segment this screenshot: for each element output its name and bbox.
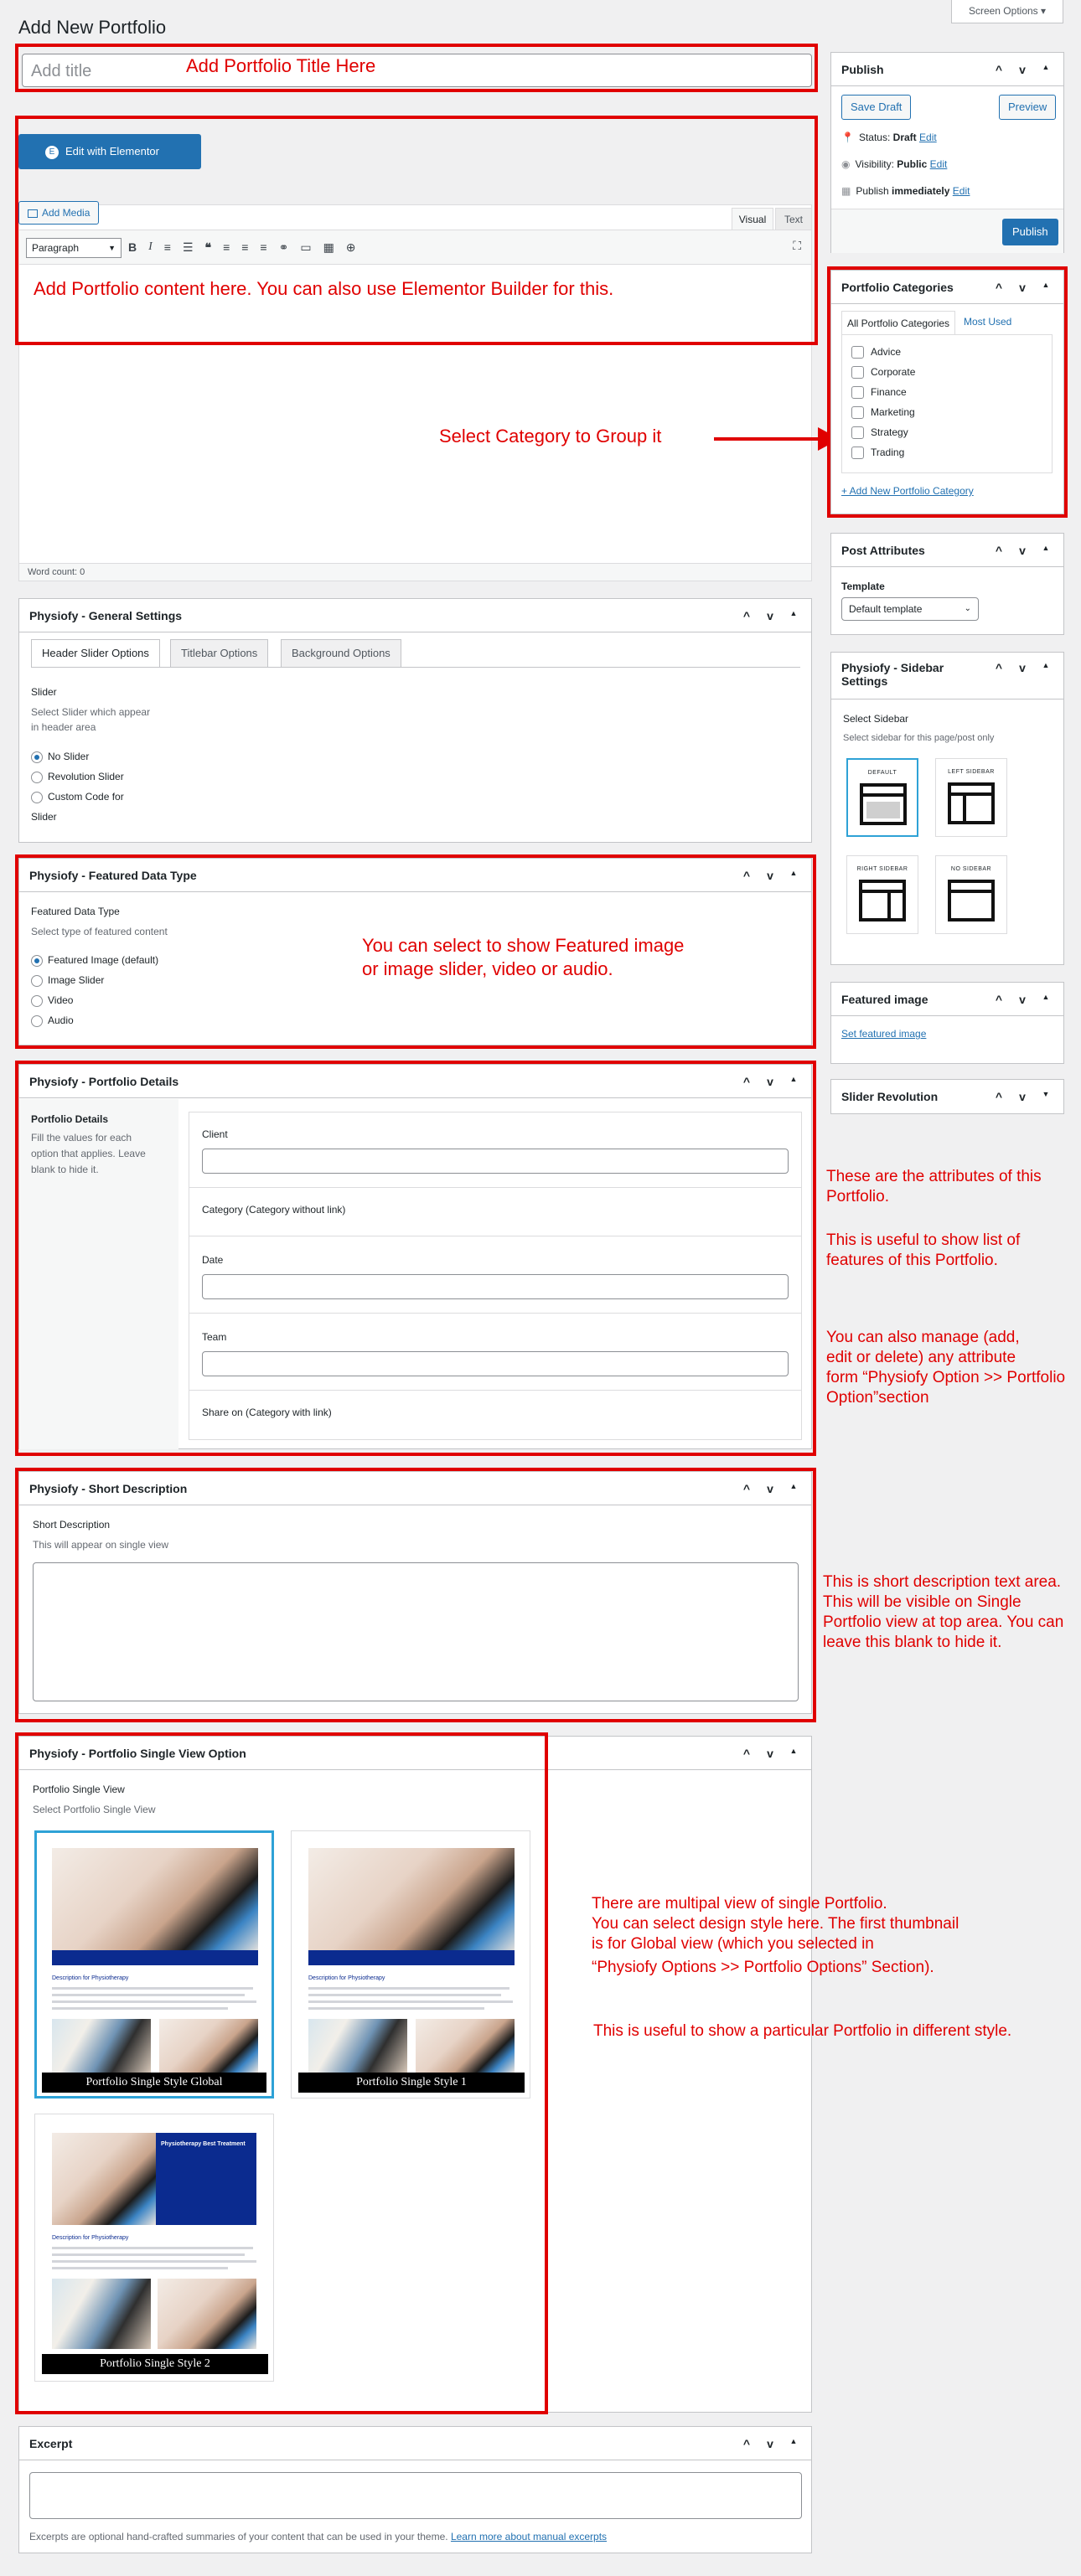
tab-most-used[interactable]: Most Used bbox=[964, 316, 1012, 328]
italic-icon[interactable]: I bbox=[148, 240, 153, 253]
tab-text[interactable]: Text bbox=[775, 208, 812, 230]
editor-toolbar bbox=[18, 230, 812, 265]
move-up-icon[interactable]: ^ bbox=[995, 1090, 1003, 1103]
visibility-label: Visibility: bbox=[855, 158, 894, 170]
link-icon[interactable]: ⚭ bbox=[278, 240, 289, 254]
thumb-heading: Description for Physiotherapy bbox=[52, 1975, 129, 1981]
featured-data-label: Featured Data Type bbox=[31, 906, 120, 917]
set-featured-image-link[interactable]: Set featured image bbox=[841, 1028, 927, 1040]
publish-edit-link[interactable]: Edit bbox=[952, 185, 970, 197]
chevron-down-icon: ▼ bbox=[108, 244, 116, 252]
radio-custom-code-cont: Slider bbox=[31, 811, 57, 823]
screen-options-button[interactable]: Screen Options ▾ bbox=[951, 0, 1063, 23]
status-edit-link[interactable]: Edit bbox=[919, 132, 937, 143]
select-sidebar-desc: Select sidebar for this page/post only bbox=[843, 733, 995, 743]
field-team-label: Team bbox=[202, 1331, 227, 1343]
read-more-icon[interactable]: ▭ bbox=[300, 240, 312, 254]
radio-no-slider[interactable] bbox=[31, 751, 89, 763]
radio-label: No Slider bbox=[48, 751, 90, 762]
radio-featured-image[interactable] bbox=[31, 954, 158, 967]
annotation-attr-1: These are the attributes of this bbox=[826, 1168, 1042, 1185]
annotation-arrow bbox=[714, 437, 823, 441]
annotation-attr-8: Option”section bbox=[826, 1389, 929, 1407]
tab-background-options[interactable]: Background Options bbox=[281, 639, 401, 668]
style-global-thumb[interactable] bbox=[34, 1830, 274, 2098]
align-center-icon[interactable]: ≡ bbox=[241, 240, 249, 254]
radio-label: Video bbox=[48, 994, 74, 1006]
tab-header-slider-options[interactable]: Header Slider Options bbox=[31, 639, 160, 668]
add-media-icon bbox=[28, 209, 38, 218]
short-description-label: Short Description bbox=[33, 1519, 111, 1531]
thumb-banner bbox=[52, 1950, 258, 1965]
bullet-list-icon[interactable]: ≡ bbox=[163, 240, 171, 254]
featured-data-title: Physiofy - Featured Data Type bbox=[29, 868, 197, 882]
radio-image-slider[interactable] bbox=[31, 974, 104, 987]
radio-label: Audio bbox=[48, 1014, 74, 1026]
move-down-icon[interactable]: v bbox=[1019, 1090, 1026, 1103]
page-title: Add New Portfolio bbox=[18, 17, 167, 38]
annotation-attr-5: You can also manage (add, bbox=[826, 1329, 1020, 1346]
tab-titlebar-options[interactable]: Titlebar Options bbox=[170, 639, 268, 668]
annotation-attr-2: Portfolio. bbox=[826, 1188, 889, 1205]
calendar-icon: ▦ bbox=[841, 185, 851, 197]
move-up-icon[interactable]: ^ bbox=[742, 1074, 751, 1088]
radio-video[interactable] bbox=[31, 994, 73, 1007]
annotation-content: Add Portfolio content here. You can also use Elementor Builder for this. bbox=[34, 278, 614, 299]
move-up-icon[interactable]: ^ bbox=[742, 608, 751, 622]
visibility-row bbox=[841, 158, 947, 170]
category-marketing[interactable] bbox=[851, 406, 915, 419]
annotation-featured-2: or image slider, video or audio. bbox=[362, 958, 613, 979]
format-select[interactable] bbox=[26, 238, 122, 258]
field-divider bbox=[189, 1313, 801, 1314]
move-up-icon[interactable]: ^ bbox=[742, 2436, 751, 2450]
short-description-box bbox=[18, 1471, 812, 1714]
toolbar-toggle-icon[interactable]: ▦ bbox=[323, 240, 334, 254]
publish-value: immediately bbox=[892, 185, 950, 197]
annotation-short-1: This is short description text area. bbox=[823, 1573, 1062, 1591]
expand-toggle-icon[interactable]: ▼ bbox=[1042, 1090, 1050, 1098]
style-global-caption: Portfolio Single Style Global bbox=[42, 2073, 266, 2093]
annotation-single-4: “Physiofy Options >> Portfolio Options” Section). bbox=[592, 1959, 934, 1976]
layout-left-sidebar-icon bbox=[948, 782, 995, 824]
sidebar-settings-box bbox=[830, 652, 1064, 965]
elementor-loader-icon[interactable]: ⊕ bbox=[345, 240, 356, 254]
field-share-label: Share on (Category with link) bbox=[202, 1407, 332, 1418]
portfolio-details-box bbox=[18, 1064, 812, 1449]
excerpt-textarea[interactable] bbox=[29, 2472, 802, 2519]
layout-right-sidebar-icon bbox=[859, 880, 906, 921]
annotation-title: Add Portfolio Title Here bbox=[186, 55, 376, 76]
style-2-caption: Portfolio Single Style 2 bbox=[42, 2354, 268, 2374]
preview-button[interactable]: Preview bbox=[999, 95, 1056, 120]
blockquote-icon[interactable]: ❝ bbox=[204, 240, 212, 254]
sidebar-option-label: DEFAULT bbox=[867, 770, 897, 776]
elementor-icon: E bbox=[45, 146, 59, 159]
sidebar-option-label: RIGHT SIDEBAR bbox=[856, 866, 908, 872]
thumb-banner bbox=[156, 2133, 256, 2225]
slider-revolution-box bbox=[830, 1079, 1064, 1114]
add-media-label: Add Media bbox=[42, 207, 91, 219]
excerpt-box bbox=[18, 2426, 812, 2553]
annotation-single-3: is for Global view (which you selected in bbox=[592, 1935, 874, 1953]
annotation-featured-1: You can select to show Featured image bbox=[362, 935, 685, 956]
edit-with-elementor-button[interactable] bbox=[18, 134, 201, 169]
radio-custom-code[interactable] bbox=[31, 791, 124, 803]
featured-image-title: Featured image bbox=[841, 992, 928, 1006]
word-count-bar: Word count: 0 bbox=[18, 563, 812, 581]
visibility-edit-link[interactable]: Edit bbox=[929, 158, 948, 170]
thumb-photo bbox=[52, 2133, 156, 2225]
template-select[interactable] bbox=[841, 597, 979, 621]
numbered-list-icon[interactable]: ☰ bbox=[182, 240, 194, 254]
field-date-input[interactable] bbox=[202, 1274, 789, 1299]
move-down-icon[interactable]: v bbox=[767, 1746, 773, 1760]
style-2-thumb[interactable] bbox=[34, 2114, 274, 2382]
move-down-icon[interactable]: v bbox=[1019, 992, 1026, 1006]
sidebar-option-none[interactable] bbox=[935, 855, 1007, 934]
field-category-label: Category (Category without link) bbox=[202, 1204, 346, 1216]
radio-label: Featured Image (default) bbox=[48, 954, 159, 966]
annotation-attr-7: form “Physiofy Option >> Portfolio bbox=[826, 1369, 1066, 1386]
collapse-toggle-icon[interactable]: ▲ bbox=[1042, 543, 1050, 552]
collapse-toggle-icon[interactable]: ▲ bbox=[1042, 992, 1050, 1001]
excerpt-title: Excerpt bbox=[29, 2436, 73, 2450]
slider-desc-1: Select Slider which appear bbox=[31, 706, 151, 718]
field-team-input[interactable] bbox=[202, 1351, 789, 1376]
collapse-toggle-icon[interactable]: ▲ bbox=[789, 868, 798, 877]
move-down-icon[interactable]: v bbox=[767, 1074, 773, 1088]
sidebar-option-left[interactable] bbox=[935, 758, 1007, 837]
move-up-icon[interactable]: ^ bbox=[995, 280, 1003, 294]
radio-label: Revolution Slider bbox=[48, 771, 124, 782]
category-trading[interactable] bbox=[851, 447, 904, 459]
collapse-toggle-icon[interactable]: ▲ bbox=[789, 1746, 798, 1755]
align-left-icon[interactable]: ≡ bbox=[223, 240, 230, 254]
details-desc-1: Fill the values for each bbox=[31, 1132, 132, 1143]
slider-desc-2: in header area bbox=[31, 721, 96, 733]
move-up-icon[interactable]: ^ bbox=[995, 661, 1003, 674]
select-sidebar-label: Select Sidebar bbox=[843, 713, 909, 725]
layout-no-sidebar-icon bbox=[948, 880, 995, 921]
radio-revolution-slider[interactable] bbox=[31, 771, 124, 783]
bold-icon[interactable]: B bbox=[128, 240, 137, 254]
move-down-icon[interactable]: v bbox=[767, 608, 773, 622]
move-down-icon[interactable]: v bbox=[767, 2436, 773, 2450]
annotation-single-5: This is useful to show a particular Portfolio in different style. bbox=[593, 2022, 1012, 2040]
collapse-toggle-icon[interactable]: ▲ bbox=[1042, 280, 1050, 289]
short-description-textarea[interactable] bbox=[33, 1562, 799, 1701]
title-input[interactable] bbox=[22, 54, 812, 87]
status-label: Status: bbox=[858, 132, 891, 143]
sidebar-settings-title-1: Physiofy - Sidebar bbox=[841, 661, 944, 674]
annotation-short-3: Portfolio view at top area. You can bbox=[823, 1613, 1064, 1631]
short-description-desc: This will appear on single view bbox=[33, 1539, 169, 1551]
thumb-heading: Description for Physiotherapy bbox=[52, 2235, 129, 2241]
details-desc-2: option that applies. Leave bbox=[31, 1148, 146, 1159]
move-up-icon[interactable]: ^ bbox=[995, 543, 1003, 557]
move-up-icon[interactable]: ^ bbox=[742, 868, 751, 882]
slider-label: Slider bbox=[31, 686, 57, 698]
pin-icon: 📍 bbox=[841, 132, 854, 143]
categories-box bbox=[830, 270, 1064, 514]
short-description-title: Physiofy - Short Description bbox=[29, 1481, 188, 1495]
thumb-photo bbox=[308, 1848, 515, 1954]
move-up-icon[interactable]: ^ bbox=[995, 992, 1003, 1006]
annotation-attr-6: edit or delete) any attribute bbox=[826, 1349, 1016, 1366]
collapse-toggle-icon[interactable]: ▲ bbox=[1042, 661, 1050, 669]
sidebar-option-label: NO SIDEBAR bbox=[950, 866, 992, 872]
schedule-row bbox=[841, 185, 970, 197]
sidebar-settings-header bbox=[831, 653, 1063, 699]
annotation-single-2: You can select design style here. The first thumbnail bbox=[592, 1915, 959, 1933]
excerpt-learn-more-link[interactable]: Learn more about manual excerpts bbox=[450, 2531, 608, 2542]
move-down-icon[interactable]: v bbox=[767, 1481, 773, 1495]
thumb-photo-small bbox=[158, 2279, 256, 2349]
publish-title: Publish bbox=[841, 62, 884, 76]
category-label: Corporate bbox=[871, 366, 916, 378]
add-media-button[interactable] bbox=[18, 201, 99, 225]
move-down-icon[interactable]: v bbox=[1019, 62, 1026, 76]
move-down-icon[interactable]: v bbox=[767, 868, 773, 882]
eye-icon: ◉ bbox=[841, 158, 851, 170]
single-view-title: Physiofy - Portfolio Single View Option bbox=[29, 1746, 246, 1760]
sidebar-settings-title-2: Settings bbox=[841, 674, 888, 688]
template-select-value: Default template bbox=[849, 603, 923, 615]
annotation-short-4: leave this blank to hide it. bbox=[823, 1634, 1002, 1651]
category-label: Advice bbox=[871, 346, 902, 358]
publish-label: Publish bbox=[856, 185, 889, 197]
thumb-banner-text: Physiotherapy Best Treatment bbox=[161, 2141, 246, 2147]
field-client-label: Client bbox=[202, 1128, 228, 1140]
chevron-down-icon: ⌄ bbox=[964, 604, 971, 613]
featured-data-desc: Select type of featured content bbox=[31, 926, 168, 937]
slider-revolution-title: Slider Revolution bbox=[841, 1090, 939, 1103]
thumb-photo-small bbox=[159, 2019, 258, 2073]
visibility-value: Public bbox=[897, 158, 928, 170]
move-up-icon[interactable]: ^ bbox=[742, 1746, 751, 1760]
tab-visual[interactable]: Visual bbox=[732, 208, 773, 230]
annotation-attr-3: This is useful to show list of bbox=[826, 1231, 1021, 1249]
field-client-input[interactable] bbox=[202, 1149, 789, 1174]
category-finance[interactable] bbox=[851, 386, 907, 399]
tab-all-categories[interactable]: All Portfolio Categories bbox=[841, 311, 955, 334]
radio-audio[interactable] bbox=[31, 1014, 74, 1027]
single-view-box bbox=[18, 1736, 812, 2413]
radio-label: Image Slider bbox=[48, 974, 105, 986]
category-label: Strategy bbox=[871, 426, 908, 438]
thumb-photo bbox=[52, 1848, 258, 1954]
move-down-icon[interactable]: v bbox=[1019, 543, 1026, 557]
title-placeholder: Add title bbox=[31, 62, 92, 80]
publish-box bbox=[830, 52, 1064, 253]
collapse-toggle-icon[interactable]: ▲ bbox=[1042, 62, 1050, 71]
template-label: Template bbox=[841, 581, 885, 592]
featured-image-box bbox=[830, 982, 1064, 1064]
details-label: Portfolio Details bbox=[31, 1113, 109, 1125]
category-strategy[interactable] bbox=[851, 426, 908, 439]
move-down-icon[interactable]: v bbox=[1019, 661, 1026, 674]
style-1-caption: Portfolio Single Style 1 bbox=[298, 2073, 525, 2093]
sidebar-option-label: LEFT SIDEBAR bbox=[948, 769, 995, 775]
add-new-category-link[interactable]: + Add New Portfolio Category bbox=[841, 485, 974, 497]
excerpt-note bbox=[29, 2531, 607, 2542]
move-up-icon[interactable]: ^ bbox=[995, 62, 1003, 76]
thumb-photo-small bbox=[308, 2019, 407, 2073]
field-date-label: Date bbox=[202, 1254, 224, 1266]
excerpt-note-text: Excerpts are optional hand-crafted summaries of your content that can be used in your theme. bbox=[29, 2531, 448, 2542]
general-settings-box bbox=[18, 598, 812, 843]
thumb-heading: Description for Physiotherapy bbox=[308, 1975, 385, 1981]
post-attributes-title: Post Attributes bbox=[841, 543, 925, 557]
category-label: Marketing bbox=[871, 406, 915, 418]
post-attributes-box bbox=[830, 533, 1064, 635]
single-view-label: Portfolio Single View bbox=[33, 1784, 125, 1795]
publish-button[interactable]: Publish bbox=[1002, 219, 1058, 245]
field-divider bbox=[189, 1187, 801, 1188]
category-advice[interactable] bbox=[851, 346, 901, 359]
categories-title: Portfolio Categories bbox=[841, 280, 954, 294]
collapse-toggle-icon[interactable]: ▲ bbox=[789, 608, 798, 617]
sidebar-option-default[interactable] bbox=[846, 758, 918, 837]
portfolio-details-title: Physiofy - Portfolio Details bbox=[29, 1074, 179, 1088]
thumb-photo-small bbox=[52, 2279, 151, 2349]
category-label: Trading bbox=[871, 447, 905, 458]
move-up-icon[interactable]: ^ bbox=[742, 1481, 751, 1495]
thumb-photo-small bbox=[416, 2019, 515, 2073]
status-row bbox=[841, 132, 937, 143]
collapse-toggle-icon[interactable]: ▲ bbox=[789, 1481, 798, 1490]
save-draft-button[interactable]: Save Draft bbox=[841, 95, 911, 120]
radio-label: Custom Code for bbox=[48, 791, 124, 803]
sidebar-option-right[interactable] bbox=[846, 855, 918, 934]
collapse-toggle-icon[interactable]: ▲ bbox=[789, 2436, 798, 2445]
annotation-single-1: There are multipal view of single Portfolio. bbox=[592, 1895, 887, 1913]
thumb-banner bbox=[308, 1950, 515, 1965]
general-settings-title: Physiofy - General Settings bbox=[29, 608, 183, 622]
field-divider bbox=[189, 1390, 801, 1391]
fullscreen-icon[interactable]: ⛶ bbox=[793, 239, 801, 252]
single-view-desc: Select Portfolio Single View bbox=[33, 1804, 156, 1815]
category-label: Finance bbox=[871, 386, 907, 398]
move-down-icon[interactable]: v bbox=[1019, 280, 1026, 294]
collapse-toggle-icon[interactable]: ▲ bbox=[789, 1074, 798, 1083]
tabs-underline bbox=[31, 667, 800, 668]
layout-default-icon bbox=[860, 783, 907, 825]
category-corporate[interactable] bbox=[851, 366, 915, 379]
align-right-icon[interactable]: ≡ bbox=[260, 240, 267, 254]
edit-with-elementor-label: Edit with Elementor bbox=[65, 145, 159, 157]
annotation-short-2: This will be visible on Single bbox=[823, 1593, 1022, 1611]
format-select-value: Paragraph bbox=[32, 242, 80, 254]
thumb-photo-small bbox=[52, 2019, 151, 2073]
status-value: Draft bbox=[892, 132, 917, 143]
annotation-attr-4: features of this Portfolio. bbox=[826, 1252, 998, 1269]
details-desc-3: blank to hide it. bbox=[31, 1164, 99, 1175]
style-1-thumb[interactable] bbox=[291, 1830, 530, 2098]
annotation-category: Select Category to Group it bbox=[439, 426, 662, 447]
